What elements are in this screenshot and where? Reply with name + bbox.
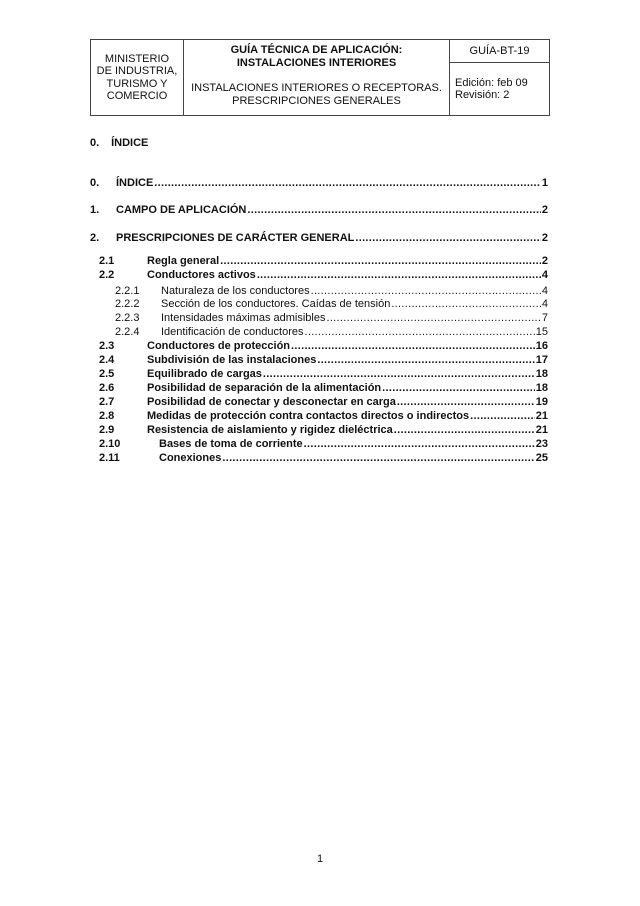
- toc-page: 18: [535, 368, 548, 380]
- guide-title: GUÍA TÉCNICA DE APLICACIÓN:: [230, 44, 403, 56]
- toc-leader-dots: [397, 395, 535, 409]
- toc-label: Medidas de protección contra contactos directos o indirectos: [147, 410, 470, 422]
- toc-leader-dots: [382, 381, 535, 395]
- toc-label: Subdivisión de las instalaciones: [147, 354, 317, 366]
- toc-number: 2.11: [99, 452, 120, 464]
- toc-page: 16: [535, 340, 548, 352]
- edition-cell: [450, 63, 550, 116]
- toc-entry[interactable]: [90, 353, 548, 367]
- toc-leader-dots: [311, 284, 541, 298]
- toc-number: 2.10: [99, 438, 121, 450]
- toc-entry[interactable]: [90, 231, 548, 245]
- toc-leader-dots: [247, 203, 541, 217]
- toc-label: Equilibrado de cargas: [147, 368, 262, 380]
- toc-entry[interactable]: [90, 409, 548, 423]
- toc-number: 2.2.2: [115, 298, 140, 310]
- toc-entry[interactable]: [90, 284, 548, 298]
- toc-page: 2: [541, 255, 548, 267]
- revision: Revisión: 2: [455, 89, 510, 101]
- toc-page: 21: [535, 424, 548, 436]
- toc-page: 15: [535, 326, 548, 338]
- toc-number: 2.2.1: [115, 285, 140, 297]
- toc-page: 4: [541, 269, 548, 281]
- toc-leader-dots: [154, 176, 541, 190]
- toc-number: 2.2: [99, 269, 115, 281]
- edition: Edición: feb 09: [455, 76, 528, 89]
- ministry-cell: [91, 40, 184, 116]
- toc-leader-dots: [304, 325, 534, 339]
- section-title: ÍNDICE: [111, 137, 149, 149]
- guide-subtitle: PRESCRIPCIONES GENERALES: [232, 94, 401, 107]
- toc-label: Bases de toma de corriente: [159, 438, 303, 450]
- toc-entry[interactable]: [90, 176, 548, 190]
- toc-entry[interactable]: [90, 437, 548, 451]
- toc-leader-dots: [391, 297, 541, 311]
- toc-label: Sección de los conductores. Caídas de tensión: [161, 298, 391, 310]
- toc-number: 2.6: [99, 382, 115, 394]
- toc-leader-dots: [394, 423, 535, 437]
- toc-leader-dots: [220, 254, 541, 268]
- toc-label: Regla general: [147, 255, 220, 267]
- toc-label: Intensidades máximas admisibles: [161, 312, 326, 324]
- toc-entry[interactable]: [90, 268, 548, 282]
- toc-number: 0.: [90, 177, 100, 189]
- toc-page: 18: [535, 382, 548, 394]
- toc-label: Identificación de conductores: [161, 326, 304, 338]
- toc-label: Posibilidad de conectar y desconectar en carga: [147, 396, 396, 408]
- title-cell: [184, 40, 450, 116]
- toc-entry[interactable]: [90, 381, 548, 395]
- toc-leader-dots: [326, 311, 540, 325]
- toc-page: 2: [541, 232, 548, 244]
- toc-entry[interactable]: [90, 395, 548, 409]
- document-header-table: [90, 39, 550, 116]
- toc-entry[interactable]: [90, 339, 548, 353]
- ministry-line: COMERCIO: [106, 90, 168, 102]
- toc-number: 2.8: [99, 410, 115, 422]
- toc-number: 2.5: [99, 368, 115, 380]
- toc-label: Conductores de protección: [147, 340, 291, 352]
- toc-entry[interactable]: [90, 311, 548, 325]
- toc-label: Naturaleza de los conductores: [161, 285, 310, 297]
- toc-page: 4: [541, 285, 548, 297]
- section-heading: [90, 137, 148, 149]
- toc-entry[interactable]: [90, 423, 548, 437]
- toc-number: 2.3: [99, 340, 115, 352]
- toc-label: PRESCRIPCIONES DE CARÁCTER GENERAL: [116, 232, 355, 244]
- toc-label: Posibilidad de separación de la alimentación: [147, 382, 382, 394]
- toc-page: 1: [541, 177, 548, 189]
- toc-entry[interactable]: [90, 203, 548, 217]
- toc-leader-dots: [291, 339, 535, 353]
- toc-page: 7: [541, 312, 548, 324]
- toc-page: 17: [535, 354, 548, 366]
- guide-code: GUÍA-BT-19: [450, 40, 550, 63]
- ministry-line: MINISTERIO: [104, 52, 170, 65]
- ministry-line: DE INDUSTRIA,: [96, 65, 178, 77]
- toc-entry[interactable]: [90, 254, 548, 268]
- toc-leader-dots: [263, 367, 535, 381]
- toc-page: 23: [535, 438, 548, 450]
- guide-subtitle: INSTALACIONES INTERIORES O RECEPTORAS.: [191, 82, 442, 94]
- toc-entry[interactable]: [90, 297, 548, 311]
- toc-label: Conexiones: [159, 452, 222, 464]
- toc-entry[interactable]: [90, 367, 548, 381]
- toc-leader-dots: [470, 409, 535, 423]
- ministry-line: TURISMO Y: [106, 77, 168, 90]
- toc-number: 2.: [90, 232, 100, 244]
- toc-label: ÍNDICE: [116, 177, 154, 189]
- toc-page: 19: [535, 396, 548, 408]
- section-number: 0.: [90, 137, 100, 149]
- toc-page: 4: [541, 298, 548, 310]
- toc-label: Conductores activos: [147, 269, 256, 281]
- toc-leader-dots: [257, 268, 541, 282]
- toc-number: 2.2.3: [115, 312, 140, 324]
- page-number: 1: [316, 853, 324, 865]
- toc-entry[interactable]: [90, 451, 548, 465]
- guide-title: INSTALACIONES INTERIORES: [236, 56, 397, 69]
- toc-number: 2.9: [99, 424, 115, 436]
- toc-page: 25: [535, 452, 548, 464]
- toc-page: 2: [541, 204, 548, 216]
- toc-number: 2.4: [99, 354, 115, 366]
- toc-entry[interactable]: [90, 325, 548, 339]
- toc-label: Resistencia de aislamiento y rigidez dieléctrica: [147, 424, 393, 436]
- toc-leader-dots: [355, 231, 541, 245]
- toc-label: CAMPO DE APLICACIÓN: [116, 204, 247, 216]
- toc-page: 21: [535, 410, 548, 422]
- toc-leader-dots: [317, 353, 534, 367]
- toc-leader-dots: [304, 437, 535, 451]
- toc-number: 1.: [90, 204, 100, 216]
- toc-number: 2.7: [99, 396, 115, 408]
- toc-number: 2.2.4: [115, 326, 140, 338]
- toc-number: 2.1: [99, 255, 115, 267]
- toc-leader-dots: [222, 451, 534, 465]
